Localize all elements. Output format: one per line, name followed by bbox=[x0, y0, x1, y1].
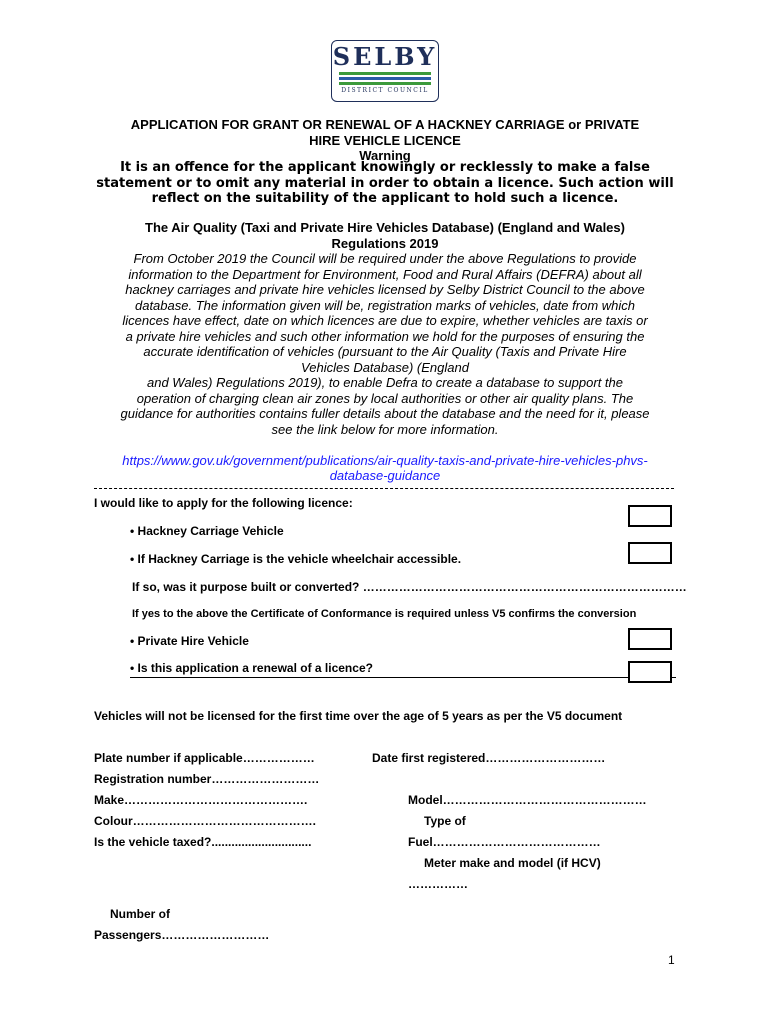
fuel-field[interactable]: Fuel…………………………………… bbox=[408, 835, 601, 849]
form-title-line1: APPLICATION FOR GRANT OR RENEWAL OF A HACKNEY CARRIAGE or PRIVATE bbox=[130, 117, 640, 132]
number-of-label: Number of bbox=[110, 907, 170, 921]
logo-stripe-green bbox=[339, 72, 431, 75]
logo-stripe-green-2 bbox=[339, 82, 431, 85]
apply-intro: I would like to apply for the following licence: bbox=[94, 496, 353, 510]
guidance-link[interactable]: https://www.gov.uk/government/publications/air-quality-taxis-and-private-hire-vehicles-phvs- bbox=[122, 453, 648, 468]
renewal-underline bbox=[130, 677, 676, 678]
regs-body-line: licences have effect, date on which licences are due to expire, whether vehicles are taxis or bbox=[122, 313, 648, 328]
private-hire-label: • Private Hire Vehicle bbox=[130, 634, 249, 648]
guidance-link-line[interactable] bbox=[0, 468, 770, 483]
warning-line: It is an offence for the applicant knowingly or recklessly to make a false bbox=[120, 160, 650, 175]
regs-body-line: operation of charging clean air zones by local authorities or other air quality plans. The bbox=[136, 391, 634, 406]
guidance-link-cont[interactable]: database-guidance bbox=[329, 468, 441, 483]
wheelchair-checkbox[interactable] bbox=[628, 542, 672, 564]
vehicle-taxed-field[interactable]: Is the vehicle taxed?.............................. bbox=[94, 835, 312, 849]
make-field[interactable]: Make………………………………………. bbox=[94, 793, 308, 807]
renewal-checkbox[interactable] bbox=[628, 661, 672, 683]
regs-heading-line: The Air Quality (Taxi and Private Hire Vehicles Database) (England and Wales) bbox=[145, 220, 625, 235]
certificate-note: If yes to the above the Certificate of Conformance is required unless V5 confirms the conversion bbox=[132, 608, 637, 620]
hackney-carriage-label: • Hackney Carriage Vehicle bbox=[130, 524, 284, 538]
hackney-carriage-checkbox[interactable] bbox=[628, 505, 672, 527]
page-number: 1 bbox=[668, 953, 675, 967]
regs-body-line: database. The information given will be, registration marks of vehicles, date from which bbox=[134, 298, 635, 313]
meter-field[interactable]: …………… bbox=[408, 877, 468, 891]
regs-body-line: hackney carriages and private hire vehicles licensed by Selby District Council to the above bbox=[125, 282, 645, 297]
warning-heading: Warning bbox=[359, 148, 411, 163]
regs-body-line: see the link below for more information. bbox=[271, 422, 499, 437]
form-title-line2: HIRE VEHICLE LICENCE bbox=[309, 133, 461, 148]
plate-number-field[interactable]: Plate number if applicable……………… bbox=[94, 751, 315, 765]
regs-heading-line: Regulations 2019 bbox=[331, 236, 439, 251]
warning-line: reflect on the suitability of the applicant to hold such a licence. bbox=[151, 191, 619, 206]
logo-wordmark: SELBY bbox=[332, 42, 438, 71]
regs-body-line: a private hire vehicles and such other information we hold for the purposes of ensuring the bbox=[125, 329, 645, 344]
council-logo bbox=[331, 40, 439, 102]
regs-body-line: Vehicles Database) (England bbox=[301, 360, 469, 375]
wheelchair-label: • If Hackney Carriage is the vehicle wheelchair accessible. bbox=[130, 552, 462, 566]
date-first-registered-field[interactable]: Date first registered………………………… bbox=[372, 751, 606, 765]
private-hire-checkbox[interactable] bbox=[628, 628, 672, 650]
meter-label: Meter make and model (if HCV) bbox=[424, 856, 601, 870]
logo-stripe-blue bbox=[339, 77, 431, 80]
passengers-field[interactable]: Passengers……………………… bbox=[94, 928, 270, 942]
purpose-field[interactable]: If so, was it purpose built or converted? ……………………………………………………………………… bbox=[132, 580, 687, 594]
warning-line: statement or to omit any material in order to obtain a licence. Such action will bbox=[96, 176, 674, 191]
logo-subtitle: DISTRICT COUNCIL bbox=[341, 87, 429, 94]
regs-body-line: and Wales) Regulations 2019), to enable Defra to create a database to support the bbox=[146, 375, 623, 390]
colour-field[interactable]: Colour………………………………………. bbox=[94, 814, 316, 828]
registration-number-field[interactable]: Registration number……………………… bbox=[94, 772, 320, 786]
guidance-link-line[interactable] bbox=[0, 453, 770, 468]
regs-body-line: accurate identification of vehicles (pursuant to the Air Quality (Taxis and Private Hire bbox=[143, 344, 627, 359]
age-notice: Vehicles will not be licensed for the first time over the age of 5 years as per the V5 document bbox=[94, 709, 623, 723]
regs-body-line: guidance for authorities contains fuller details about the database and the need for it, please bbox=[120, 406, 650, 421]
model-field[interactable]: Model…………………………………………… bbox=[408, 793, 647, 807]
type-of-label: Type of bbox=[424, 814, 466, 828]
regs-body-line: information to the Department for Environment, Food and Rural Affairs (DEFRA) about all bbox=[128, 267, 642, 282]
renewal-label: • Is this application a renewal of a licence? bbox=[130, 661, 373, 675]
regs-body-line: From October 2019 the Council will be required under the above Regulations to provide bbox=[133, 251, 637, 266]
section-divider bbox=[94, 488, 674, 489]
